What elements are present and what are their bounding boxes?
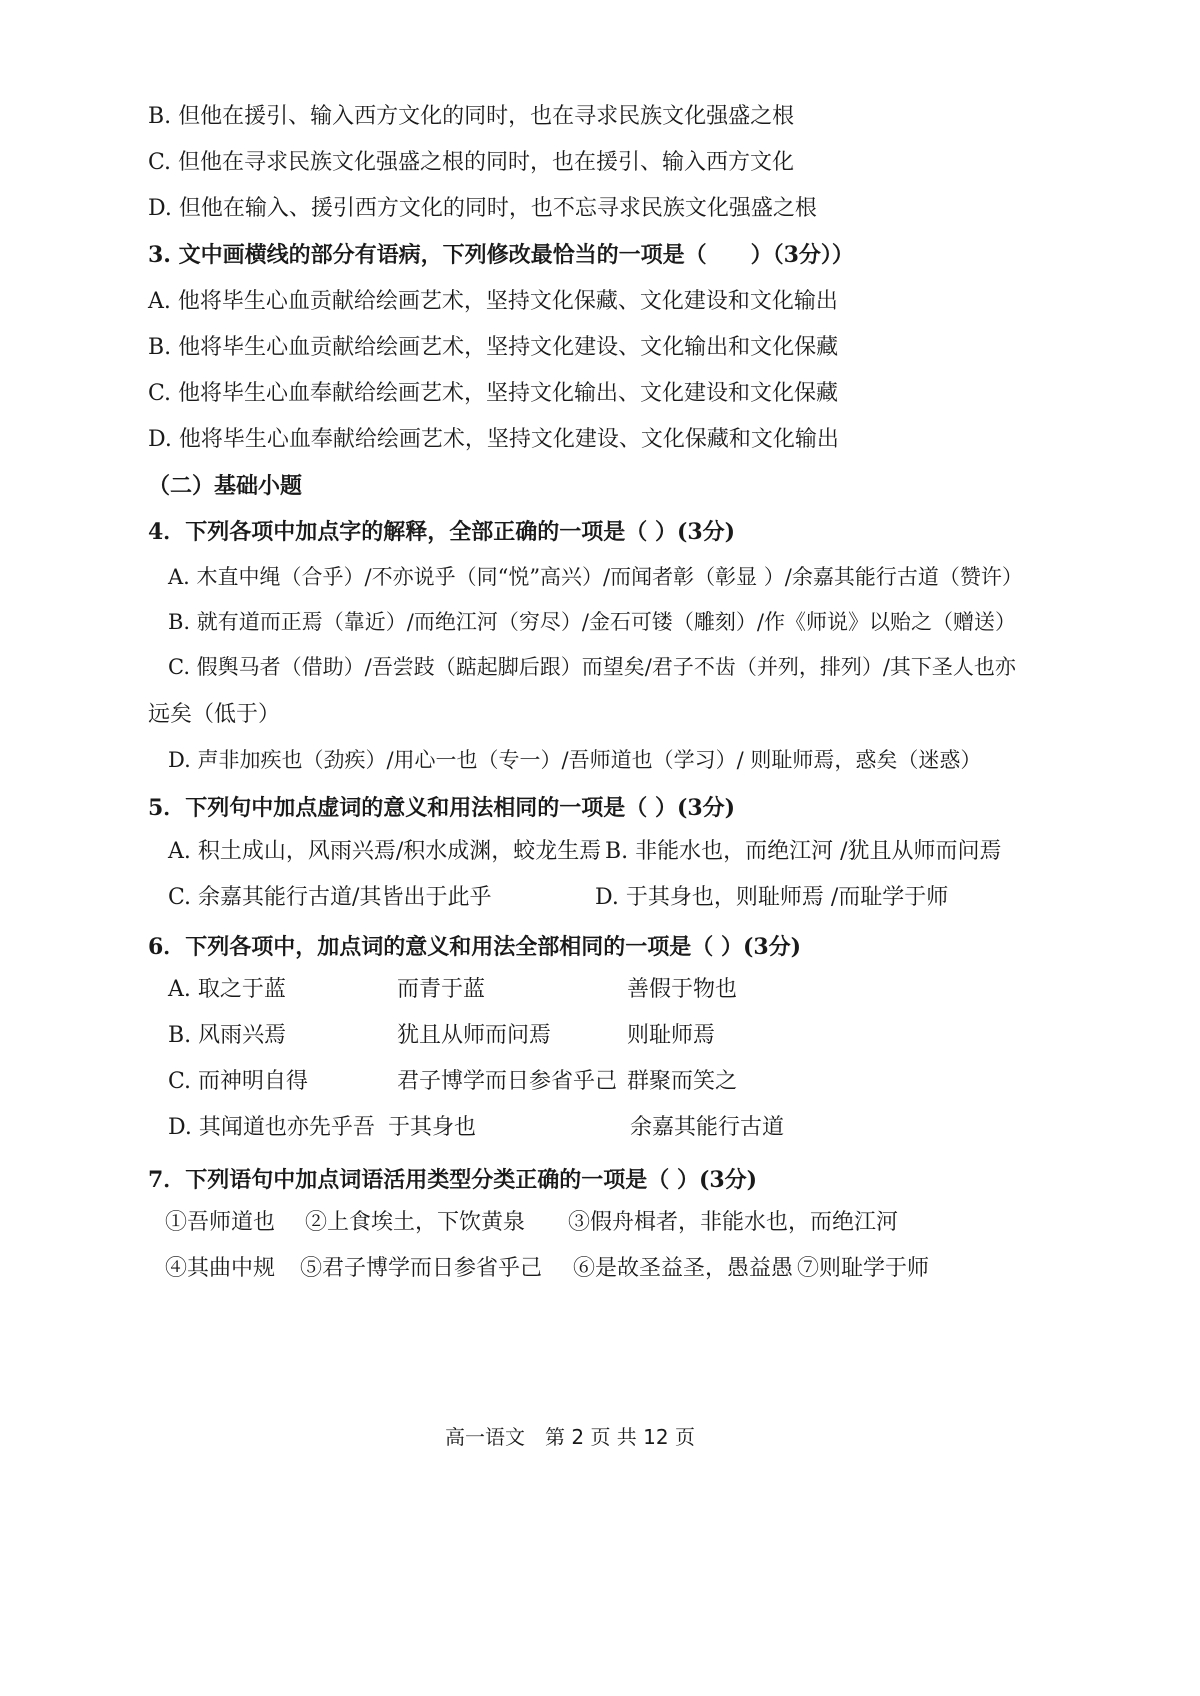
q3-option-d: D. 他将毕生心血奉献给绘画艺术，坚持文化建设、文化保藏和文化输出	[148, 427, 839, 452]
q3-option-c: C. 他将毕生心血奉献给绘画艺术，坚持文化输出、文化建设和文化保藏	[148, 381, 839, 406]
q6-row-d-col3: 余嘉其能行古道	[630, 1115, 785, 1140]
q5-option-b: B. 非能水也，而绝江河 /犹且从师而问焉	[605, 839, 1002, 864]
q5-option-c: C. 余嘉其能行古道/其皆出于此乎	[168, 885, 492, 910]
q6-row-b-col3: 则耻师焉	[627, 1023, 716, 1048]
q7-stem: 7．下列语句中加点词语活用类型分类正确的一项是（ ）(3分)	[148, 1167, 758, 1193]
q3-option-b: B. 他将毕生心血贡献给绘画艺术，坚持文化建设、文化输出和文化保藏	[148, 335, 839, 360]
q5-stem: 5．下列句中加点虚词的意义和用法相同的一项是（ ）(3分)	[148, 795, 736, 821]
q3-stem: 3. 文中画横线的部分有语病，下列修改最恰当的一项是（ ）（3分））	[148, 242, 854, 268]
q2-option-d: D. 但他在输入、援引西方文化的同时，也不忘寻求民族文化强盛之根	[148, 196, 817, 221]
q7-item-2: ②上食埃土，下饮黄泉	[305, 1210, 526, 1235]
q6-row-c-col3: 群聚而笑之	[627, 1069, 738, 1094]
page-footer: 高一语文 第 2 页 共 12 页	[445, 1425, 695, 1449]
q6-stem: 6．下列各项中，加点词的意义和用法全部相同的一项是（ ）(3分)	[148, 934, 802, 960]
q6-row-a-col1: A. 取之于蓝	[168, 977, 286, 1002]
section-title: （二）基础小题	[148, 473, 303, 499]
q7-item-7: ⑦则耻学于师	[797, 1256, 930, 1281]
q5-option-a: A. 积土成山，风雨兴焉/积水成渊，蛟龙生焉	[168, 839, 602, 864]
q6-row-c-col2: 君子博学而日参省乎己	[397, 1069, 618, 1094]
q6-row-b-col2: 犹且从师而问焉	[397, 1023, 552, 1048]
q6-row-b-col1: B. 风雨兴焉	[168, 1023, 287, 1048]
q4-option-c-line1: C. 假舆马者（借助）/吾尝跂（踮起脚后跟）而望矣/君子不齿（并列，排列）/其下圣人也亦	[168, 655, 1016, 679]
q6-row-a-col2: 而青于蓝	[397, 977, 486, 1002]
q2-option-b: B. 但他在援引、输入西方文化的同时，也在寻求民族文化强盛之根	[148, 104, 795, 129]
q3-option-a: A. 他将毕生心血贡献给绘画艺术，坚持文化保藏、文化建设和文化输出	[148, 289, 838, 314]
q4-stem: 4．下列各项中加点字的解释，全部正确的一项是（ ）(3分)	[148, 519, 736, 545]
q7-item-1: ①吾师道也	[165, 1210, 276, 1235]
q7-item-6: ⑥是故圣益圣，愚益愚	[573, 1256, 794, 1281]
q7-item-5: ⑤君子博学而日参省乎己	[300, 1256, 543, 1281]
q6-row-c-col1: C. 而神明自得	[168, 1069, 309, 1094]
q4-option-a: A. 木直中绳（合乎）/不亦说乎（同“悦”高兴）/而闻者彰（彰显 ）/余嘉其能行古道（赞许）	[168, 565, 1023, 589]
q6-row-d-col1: D. 其闻道也亦先乎吾	[168, 1115, 375, 1140]
q7-item-3: ③假舟楫者，非能水也，而绝江河	[568, 1210, 899, 1235]
q4-option-b: B. 就有道而正焉（靠近）/而绝江河（穷尽）/金石可镂（雕刻）/作《师说》以贻之（赠送）	[168, 610, 1017, 634]
q5-option-d: D. 于其身也，则耻师焉 /而耻学于师	[595, 885, 949, 910]
q4-option-d: D. 声非加疾也（劲疾）/用心一也（专一）/吾师道也（学习）/ 则耻师焉，惑矣（迷惑）	[168, 748, 982, 772]
q2-option-c: C. 但他在寻求民族文化强盛之根的同时，也在援引、输入西方文化	[148, 150, 795, 175]
q7-item-4: ④其曲中规	[165, 1256, 276, 1281]
q6-row-d-col2: 于其身也	[388, 1115, 477, 1140]
q4-option-c-line2: 远矣（低于）	[148, 702, 281, 727]
q6-row-a-col3: 善假于物也	[627, 977, 738, 1002]
